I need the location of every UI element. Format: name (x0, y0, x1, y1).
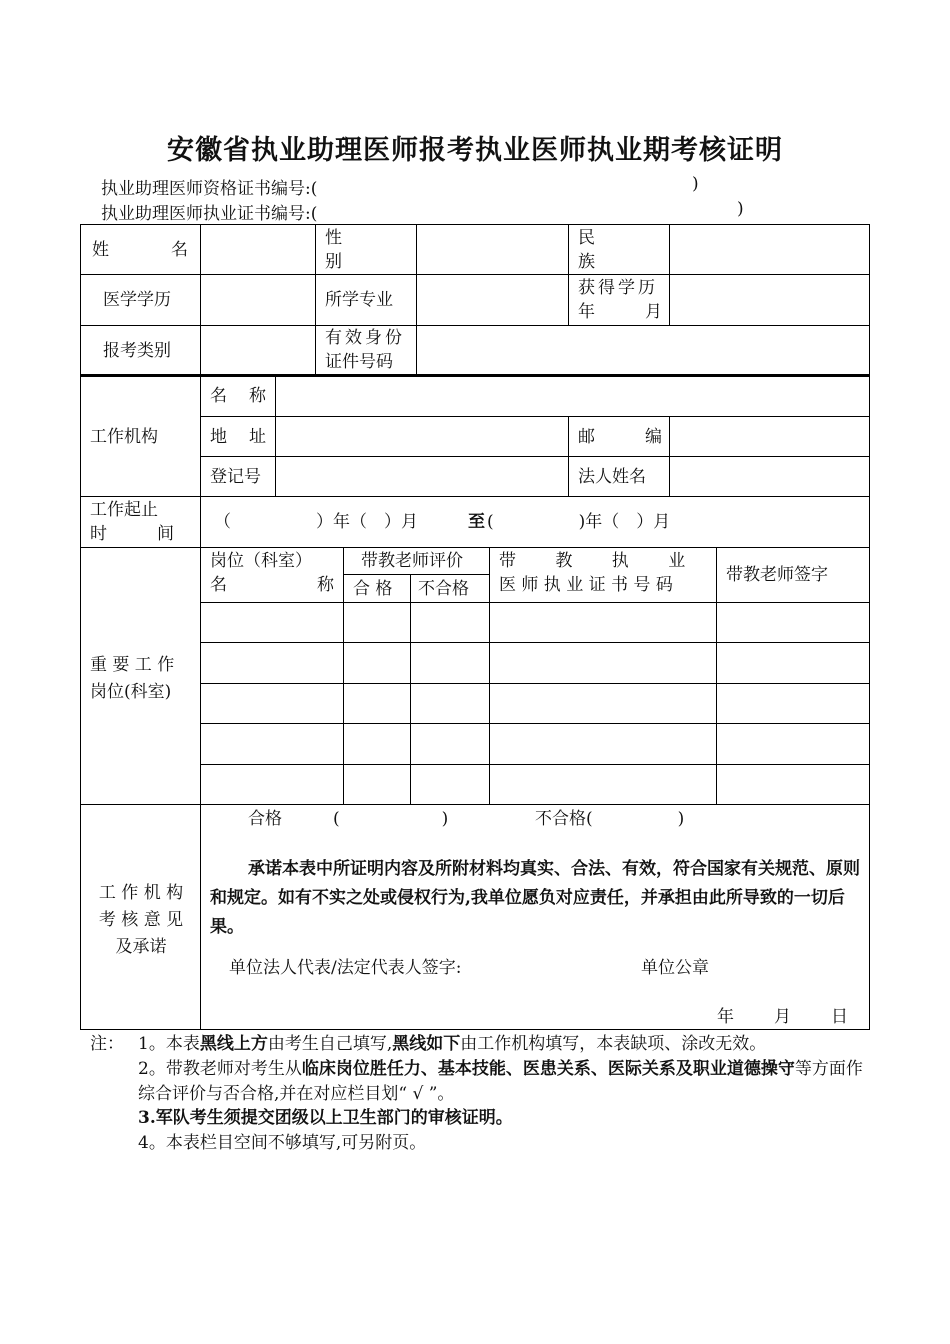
name-field[interactable] (201, 225, 315, 274)
practice-number-close: ) (737, 199, 744, 219)
work-period-to[interactable]: ( )年（ ）月 (487, 512, 671, 532)
postcode-field[interactable] (670, 417, 869, 456)
notes-label: 注： (90, 1034, 124, 1054)
gender-field[interactable] (417, 225, 568, 274)
post-row[interactable] (201, 765, 869, 804)
table-border-bottom (80, 1029, 870, 1030)
table-border-left (80, 224, 81, 1030)
ethnicity-field[interactable] (670, 225, 869, 274)
practice-number-line (101, 199, 317, 224)
post-row[interactable] (201, 684, 869, 723)
registration-number-label: 登记号 (210, 467, 261, 487)
cert-number-line (101, 174, 317, 199)
employer-address-field[interactable] (276, 417, 568, 456)
practice-number-label: 执业助理医师执业证书编号:( (101, 204, 318, 224)
id-number-label: 有效身份 证件号码 (325, 328, 405, 372)
graduation-date-label: 获得学历 年 月 (578, 278, 662, 322)
registration-number-field[interactable] (276, 457, 568, 496)
col-teacher-signature: 带教老师签字 (726, 565, 828, 585)
exam-type-label: 报考类别 (103, 341, 171, 361)
thick-divider-line (80, 374, 870, 377)
col-fail: 不合格 (418, 579, 469, 599)
post-row[interactable] (201, 603, 869, 642)
note-4: 4。本表栏目空间不够填写,可另附页。 (138, 1133, 427, 1153)
post-row[interactable] (201, 724, 869, 764)
major-field[interactable] (417, 275, 568, 325)
major-label: 所学专业 (325, 290, 393, 310)
work-period-to-word: 至 (468, 512, 485, 532)
legal-representative-signature-label: 单位法人代表/法定代表人签字: (229, 958, 462, 978)
employer-section-label: 工作机构 (90, 427, 158, 447)
cert-number-label: 执业助理医师资格证书编号:( (101, 179, 318, 199)
employer-address-label: 地 址 (210, 427, 266, 447)
unit-seal-label: 单位公章 (641, 958, 709, 978)
name-label: 姓 名 (92, 240, 188, 260)
col-pass: 合 格 (353, 579, 393, 599)
legal-person-field[interactable] (670, 457, 869, 496)
col-post-name: 岗位（科室） 名 称 (210, 551, 334, 595)
pass-option-box[interactable]: ( ) (333, 809, 449, 829)
id-number-field[interactable] (417, 326, 869, 374)
postcode-label: 邮 编 (578, 427, 662, 447)
fail-option-box[interactable]: 不合格( ) (535, 809, 685, 829)
date-day: 日 (831, 1007, 848, 1027)
education-field[interactable] (201, 275, 315, 325)
graduation-date-field[interactable] (670, 275, 869, 325)
col-teacher-evaluation: 带教老师评价 (361, 551, 463, 571)
education-label: 医学学历 (103, 290, 171, 310)
col-teacher-cert-number: 带 教 执 业 医 师 执 业 证 书 号 码 (499, 551, 686, 595)
employer-name-label: 名 称 (210, 386, 266, 406)
assessment-label: 工 作 机 构 考 核 意 见 及承诺 (98, 883, 184, 957)
pledge-paragraph: 承诺本表中所证明内容及所附材料均真实、合法、有效，符合国家有关规范、原则和规定。如有不实之处或侵权行为,我单位愿负对应责任，并承担由此所导致的一切后果。 (210, 859, 860, 937)
gender-label: 性 别 (325, 228, 342, 272)
pass-option-label: 合格 (248, 809, 282, 829)
legal-person-label: 法人姓名 (578, 467, 646, 487)
post-row[interactable] (201, 643, 869, 683)
ethnicity-label: 民 族 (578, 228, 595, 272)
work-period-label: 工作起止 时 间 (90, 500, 174, 544)
note-1: 1。本表黑线上方由考生自己填写,黑线如下由工作机构填写，本表缺项、涂改无效。 (138, 1034, 767, 1054)
exam-type-field[interactable] (201, 326, 315, 374)
note-2: 2。带教老师对考生从临床岗位胜任力、基本技能、医患关系、医际关系及职业道德操守等方面作综合评价与否合格,并在对应栏目划“ √ ”。 (138, 1059, 863, 1104)
cert-number-close: ) (692, 174, 699, 194)
page-title: 安徽省执业助理医师报考执业医师执业期考核证明 (167, 135, 783, 166)
important-posts-label: 重 要 工 作 岗位(科室) (90, 655, 175, 702)
note-3: 3.军队考生须提交团级以上卫生部门的审核证明。 (138, 1108, 513, 1128)
date-year: 年 (717, 1007, 734, 1027)
table-border-right (869, 224, 870, 1030)
date-month: 月 (774, 1007, 791, 1027)
work-period-from[interactable]: （ ）年（ ）月 (214, 512, 418, 532)
employer-name-field[interactable] (276, 378, 869, 416)
